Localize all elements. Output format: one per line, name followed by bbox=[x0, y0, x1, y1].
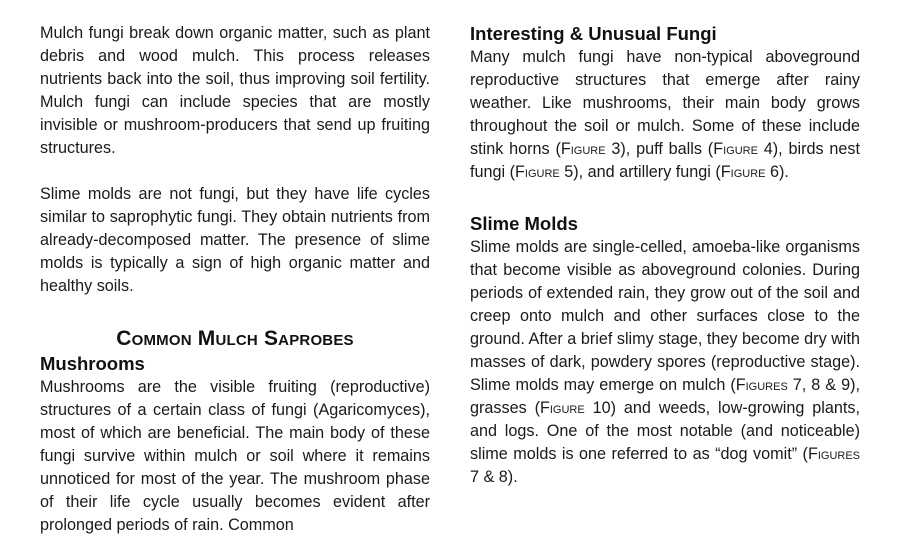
figure-ref: Figure bbox=[720, 163, 766, 181]
slime-molds-intro-paragraph: Slime molds are not fungi, but they have life cycles similar to saprophytic fungi. They obtain nutrients from already-decomposed matter. The presence of slime molds is typically a sign of high organic matter and healthy soils. bbox=[40, 185, 430, 295]
figure-ref: Figure bbox=[560, 140, 606, 158]
mushrooms-paragraph: Mushrooms are the visible fruiting (reproductive) structures of a certain class of fungi (Agaricomyces), most of which are beneficial. The main body of these fungi survive within mulch or soil where it remains unnoticed for most of the year. The mushroom phase of their life cycle usually becomes evident after prolonged periods of rain. Common bbox=[40, 378, 430, 534]
figure-ref: Figures bbox=[735, 376, 788, 394]
unusual-fungi-heading: Interesting & Unusual Fungi bbox=[470, 23, 717, 44]
figure-ref: Figures bbox=[807, 445, 860, 463]
slime-molds-paragraph: Slime molds are single-celled, amoeba-like organisms that become visible as aboveground colonies. During periods of extended rain, they grow out of the soil and creep onto mulch and other surfaces close to the ground. After a brief slimy stage, they become dry with masses of dark, powdery spores (reproductive stage). Slime molds may emerge on mulch (Figures 7, 8 & 9), grasses (Figure 10) and weeds, low-growing plants, and logs. One of the most notable (and noticeable) slime molds is one referred to as “dog vomit” (Figures 7 & 8). bbox=[470, 238, 861, 486]
unusual-fungi-paragraph: Many mulch fungi have non-typical aboveground reproductive structures that emerge after rainy weather. Like mushrooms, their main body grows throughout the soil or mulch. Some of these include stink horns (Figure 3), puff balls (Figure 4), birds nest fungi (Figure 5), and artillery fungi (Figure 6). bbox=[470, 48, 860, 181]
figure-ref: Figure bbox=[515, 163, 560, 181]
mushrooms-heading: Mushrooms bbox=[40, 353, 145, 374]
left-column bbox=[40, 22, 430, 537]
slime-molds-heading: Slime Molds bbox=[470, 213, 578, 234]
figure-ref: Figure bbox=[539, 399, 585, 417]
figure-ref: Figure bbox=[713, 140, 758, 158]
section-heading: Common Mulch Saprobes bbox=[116, 327, 354, 350]
intro-paragraph: Mulch fungi break down organic matter, such as plant debris and wood mulch. This process releases nutrients back into the soil, thus improving soil fertility. Mulch fungi can include species that are mostly invisible or mushroom-producers that send up fruiting structures. bbox=[40, 24, 430, 157]
right-column bbox=[470, 22, 860, 489]
